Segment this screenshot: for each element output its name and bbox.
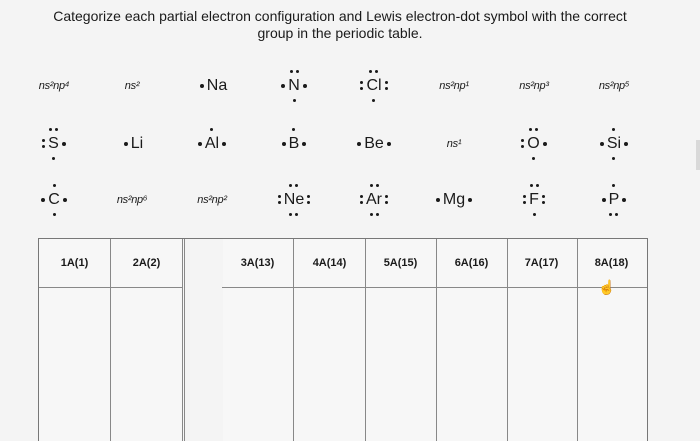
element-symbol: F	[529, 191, 539, 208]
config-label: ns²np²	[197, 194, 227, 206]
config-label: ns¹	[446, 138, 462, 150]
lewis-symbol	[518, 135, 549, 153]
lewis-symbol-tile[interactable]	[334, 130, 414, 158]
group-header: 2A(2)	[111, 239, 182, 288]
config-label: ns²np⁶	[116, 194, 148, 206]
group-column-5a[interactable]	[365, 239, 437, 441]
lewis-symbol	[597, 135, 631, 153]
element-symbol: C	[48, 191, 60, 208]
config-label: ns²np¹	[439, 80, 469, 92]
lewis-symbol-tile[interactable]	[494, 186, 574, 214]
lewis-symbol	[39, 135, 69, 153]
hand-cursor-icon: ☝	[598, 279, 616, 295]
group-header: 4A(14)	[294, 239, 365, 288]
scroll-indicator	[696, 140, 700, 170]
lewis-symbol	[599, 191, 630, 209]
drop-zone-1a[interactable]	[39, 287, 110, 441]
config-label: ns²	[124, 80, 140, 92]
drop-zone-3a[interactable]	[222, 287, 293, 441]
element-symbol: Al	[204, 135, 220, 152]
element-symbol: Na	[206, 77, 228, 94]
element-symbol: Ar	[366, 191, 382, 208]
group-column-2a[interactable]	[111, 239, 183, 441]
element-symbol: B	[288, 135, 300, 152]
element-symbol: P	[608, 191, 620, 208]
lewis-symbol	[278, 77, 310, 95]
element-symbol: N	[288, 77, 300, 94]
group-header: 3A(13)	[222, 239, 293, 288]
instructions-line-2: group in the periodic table.	[257, 25, 423, 41]
group-table	[38, 238, 648, 441]
group-column-4a[interactable]	[294, 239, 366, 441]
group-header: 6A(16)	[436, 239, 507, 288]
group-column-8a[interactable]	[576, 239, 647, 441]
lewis-symbol-tile[interactable]	[254, 186, 334, 214]
lewis-symbol	[121, 135, 143, 153]
lewis-symbol-tile[interactable]	[14, 186, 94, 214]
lewis-symbol-tile[interactable]	[334, 72, 414, 100]
lewis-symbol	[38, 191, 70, 209]
lewis-symbol-tile[interactable]	[494, 130, 574, 158]
lewis-symbol-tile[interactable]	[334, 186, 414, 214]
lewis-symbol-tile[interactable]	[574, 186, 654, 214]
drop-zone-6a[interactable]	[436, 287, 507, 441]
config-tile[interactable]	[574, 72, 654, 100]
config-tile[interactable]	[92, 72, 172, 100]
drop-zone-2a[interactable]	[111, 287, 182, 441]
lewis-symbol-tile[interactable]	[254, 72, 334, 100]
element-symbol: Li	[130, 135, 144, 152]
element-symbol: S	[48, 135, 59, 152]
lewis-symbol	[197, 77, 227, 95]
group-header: 8A(18)	[576, 239, 647, 288]
table-gap	[184, 239, 223, 441]
element-symbol: Be	[364, 135, 384, 152]
config-tile[interactable]	[172, 186, 252, 214]
lewis-symbol	[275, 191, 313, 209]
config-label: ns²np⁴	[38, 80, 70, 92]
element-symbol: Si	[606, 135, 622, 152]
lewis-symbol-tile[interactable]	[92, 130, 172, 158]
config-label: ns²np³	[519, 80, 549, 92]
config-tile[interactable]	[14, 72, 94, 100]
config-label: ns²np⁵	[598, 80, 630, 92]
lewis-symbol	[357, 191, 391, 209]
drop-zone-8a[interactable]	[576, 287, 647, 441]
lewis-symbol	[354, 135, 394, 153]
group-column-7a[interactable]	[506, 239, 578, 441]
lewis-symbol-tile[interactable]	[574, 130, 654, 158]
lewis-symbol-tile[interactable]	[14, 130, 94, 158]
lewis-symbol	[357, 77, 390, 95]
config-tile[interactable]	[414, 72, 494, 100]
config-tile[interactable]	[414, 130, 494, 158]
lewis-symbol	[195, 135, 229, 153]
config-tile[interactable]	[494, 72, 574, 100]
lewis-symbol	[433, 191, 475, 209]
drop-zone-5a[interactable]	[365, 287, 436, 441]
config-tile[interactable]	[92, 186, 172, 214]
lewis-symbol-tile[interactable]	[172, 72, 252, 100]
lewis-symbol-tile[interactable]	[172, 130, 252, 158]
group-column-6a[interactable]	[436, 239, 508, 441]
group-header: 7A(17)	[506, 239, 577, 288]
element-symbol: Ne	[283, 191, 305, 208]
instructions	[20, 8, 660, 42]
drop-zone-7a[interactable]	[506, 287, 577, 441]
instructions-line-1: Categorize each partial electron configuration and Lewis electron-dot symbol with the correct	[53, 8, 627, 24]
group-header: 1A(1)	[39, 239, 110, 288]
element-symbol: Mg	[442, 191, 466, 208]
drop-zone-4a[interactable]	[294, 287, 365, 441]
lewis-symbol	[279, 135, 310, 153]
group-column-3a[interactable]	[222, 239, 294, 441]
group-column-1a[interactable]	[39, 239, 111, 441]
lewis-symbol-tile[interactable]	[414, 186, 494, 214]
lewis-symbol	[520, 191, 548, 209]
lewis-symbol-tile[interactable]	[254, 130, 334, 158]
element-symbol: Cl	[366, 77, 382, 94]
element-symbol: O	[527, 135, 540, 152]
group-header: 5A(15)	[365, 239, 436, 288]
